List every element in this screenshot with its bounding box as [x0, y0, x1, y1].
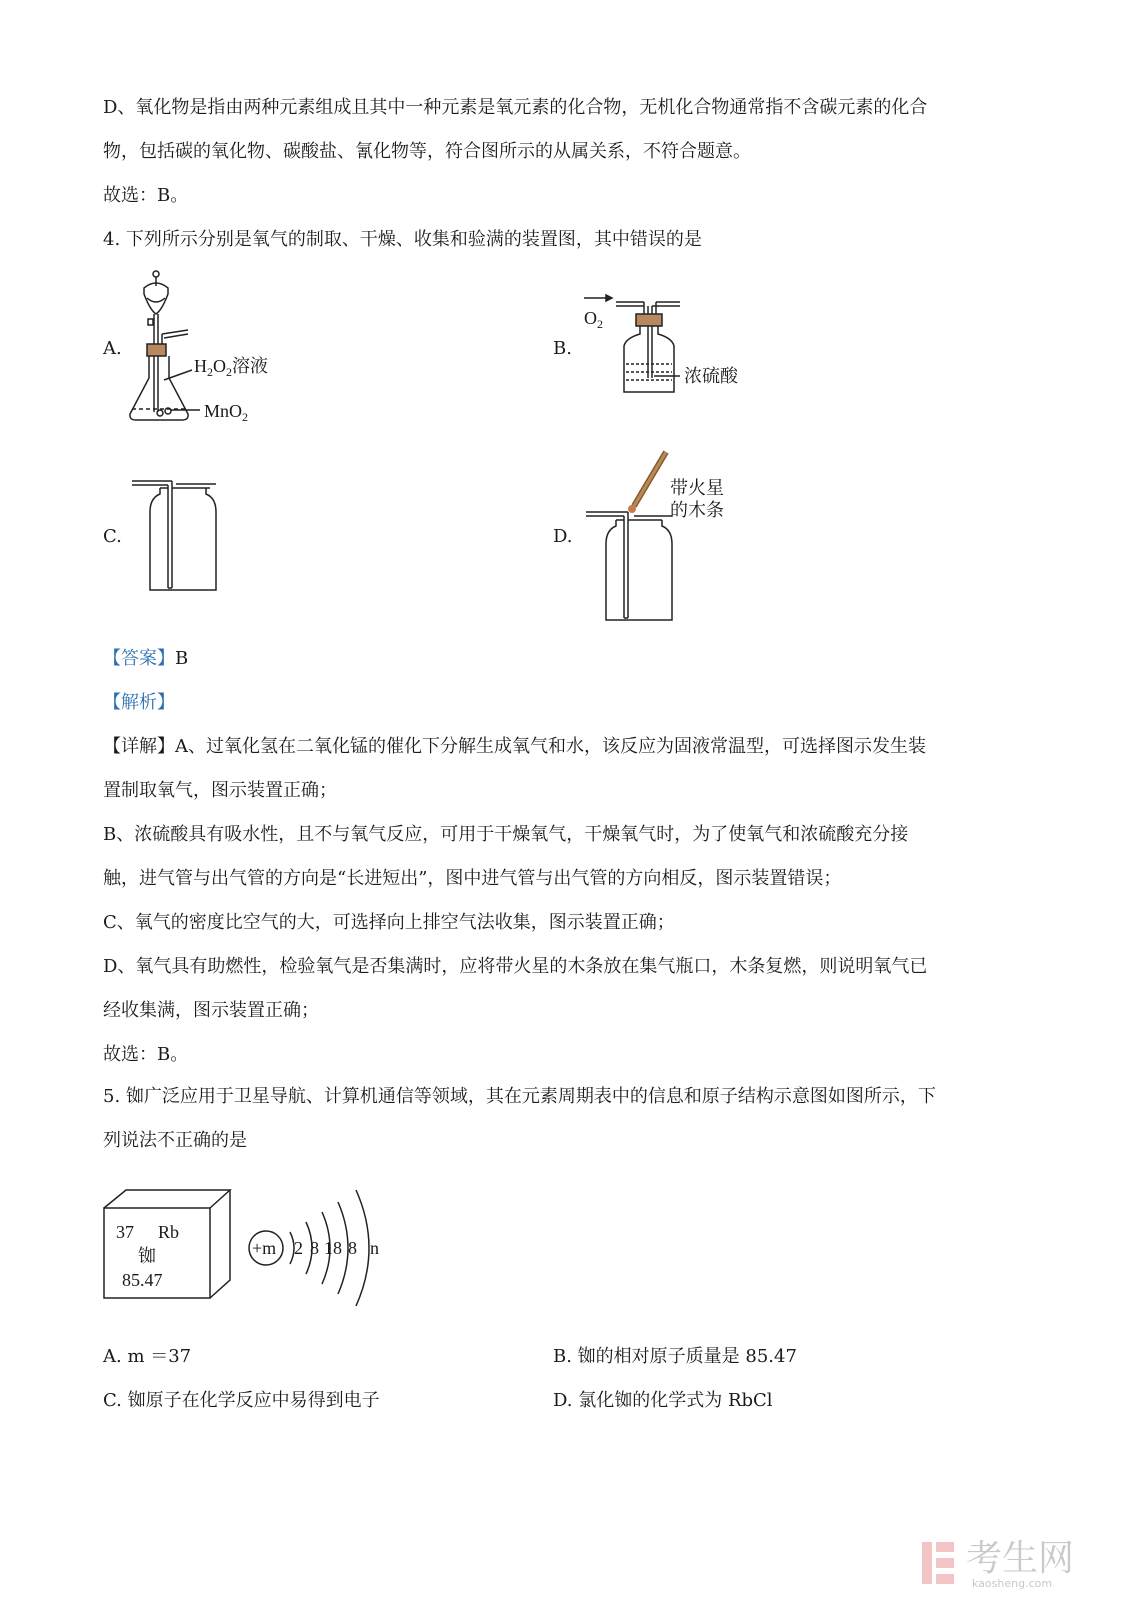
q5-stem-line2: 列说法不正确的是 [103, 1130, 247, 1151]
svg-text:H2O2溶液 [194, 356, 268, 379]
detail-tag: 【详解】 [103, 736, 175, 757]
o2-sub: 2 [597, 317, 603, 331]
atom-shell-4: 8 [348, 1238, 357, 1258]
svg-text:MnO2 [204, 401, 248, 424]
q4-detail-a1 [103, 734, 926, 760]
h2o2-o: O [213, 356, 226, 376]
element-symbol: Rb [158, 1222, 180, 1242]
element-mass: 85.47 [122, 1270, 163, 1290]
q4-option-d-label: D. [553, 526, 573, 547]
h2o2-h: H [194, 356, 207, 376]
prev-d-line1: D、氧化物是指由两种元素组成且其中一种元素是氧元素的化合物，无机化合物通常指不含碳元素的化合 [103, 97, 928, 118]
atom-shell-2: 8 [310, 1238, 319, 1258]
q5-option-c: C. 铷原子在化学反应中易得到电子 [103, 1390, 380, 1411]
h2o2-sub-2b: 2 [226, 365, 232, 379]
element-number: 37 [116, 1222, 134, 1242]
q4-option-b-label: B. [553, 338, 572, 359]
h2o2-sub-2a: 2 [207, 365, 213, 379]
mno2-main: MnO [204, 401, 243, 421]
detail-d-line2: 经收集满，图示装置正确； [103, 1000, 319, 1021]
detail-b-line1: B、浓硫酸具有吸水性，且不与氧气反应，可用于干燥氧气，干燥氧气时，为了使氧气和浓硫酸充分接 [103, 824, 909, 845]
atom-shell-5: n [370, 1238, 379, 1258]
figure-c-collection-bottle [132, 472, 232, 598]
svg-text:O2 [584, 308, 603, 331]
mno2-sub: 2 [242, 410, 249, 424]
watermark-name: 考生网 [966, 1538, 1075, 1579]
q5-option-b: B. 铷的相对原子质量是 85.47 [553, 1346, 797, 1367]
element-cell-rubidium [100, 1186, 250, 1304]
detail-a-line1: A、过氧化氢在二氧化锰的催化下分解生成氧气和水，该反应为固液常温型，可选择图示发生装 [175, 736, 926, 757]
detail-b-line2: 触，进气管与出气管的方向是“长进短出”，图中进气管与出气管的方向相反，图示装置错误； [103, 868, 842, 889]
atomic-structure-diagram [244, 1172, 394, 1322]
atom-shell-3: 18 [324, 1238, 342, 1258]
detail-a-line2: 置制取氧气，图示装置正确； [103, 780, 337, 801]
figure-a-generator [120, 262, 280, 428]
q5-stem-line1: 5. 铷广泛应用于卫星导航、计算机通信等领域，其在元素周期表中的信息和原子结构示意图如图所示，下 [103, 1086, 936, 1107]
splint-label-line2: 的木条 [670, 500, 724, 520]
q4-choose: 故选：B。 [103, 1044, 189, 1065]
detail-c-line1: C、氧气的密度比空气的大，可选择向上排空气法收集，图示装置正确； [103, 912, 675, 933]
o2-main: O [584, 308, 597, 328]
q4-option-c-label: C. [103, 526, 122, 547]
q4-answer [103, 646, 188, 672]
analysis-tag: 【解析】 [103, 692, 175, 713]
acid-label: 浓硫酸 [684, 366, 738, 386]
q4-stem: 4. 下列所示分别是氧气的制取、干燥、收集和验满的装置图，其中错误的是 [103, 229, 702, 250]
atom-shell-1: 2 [294, 1238, 303, 1258]
element-name: 铷 [138, 1246, 156, 1266]
q4-option-a-label: A. [103, 338, 122, 359]
q5-option-d: D. 氯化铷的化学式为 RbCl [553, 1390, 773, 1411]
watermark-url: kaosheng.com [972, 1577, 1053, 1590]
atom-nucleus: +m [252, 1238, 277, 1258]
h2o2-rest: 溶液 [232, 356, 268, 376]
figure-b-drying-bottle [576, 290, 756, 400]
answer-value: B [175, 648, 189, 669]
watermark-logo-icon [918, 1540, 958, 1586]
prev-choose: 故选：B。 [103, 185, 189, 206]
splint-label-line1: 带火星 [670, 478, 724, 498]
prev-d-line2: 物，包括碳的氧化物、碳酸盐、氰化物等，符合图所示的从属关系，不符合题意。 [103, 141, 751, 162]
q5-option-a: A. m ＝37 [103, 1346, 192, 1367]
figure-d-test-bottle [582, 446, 752, 624]
detail-d-line1: D、氧气具有助燃性，检验氧气是否集满时，应将带火星的木条放在集气瓶口，木条复燃，则说明氧气已 [103, 956, 928, 977]
answer-tag: 【答案】 [103, 648, 175, 669]
